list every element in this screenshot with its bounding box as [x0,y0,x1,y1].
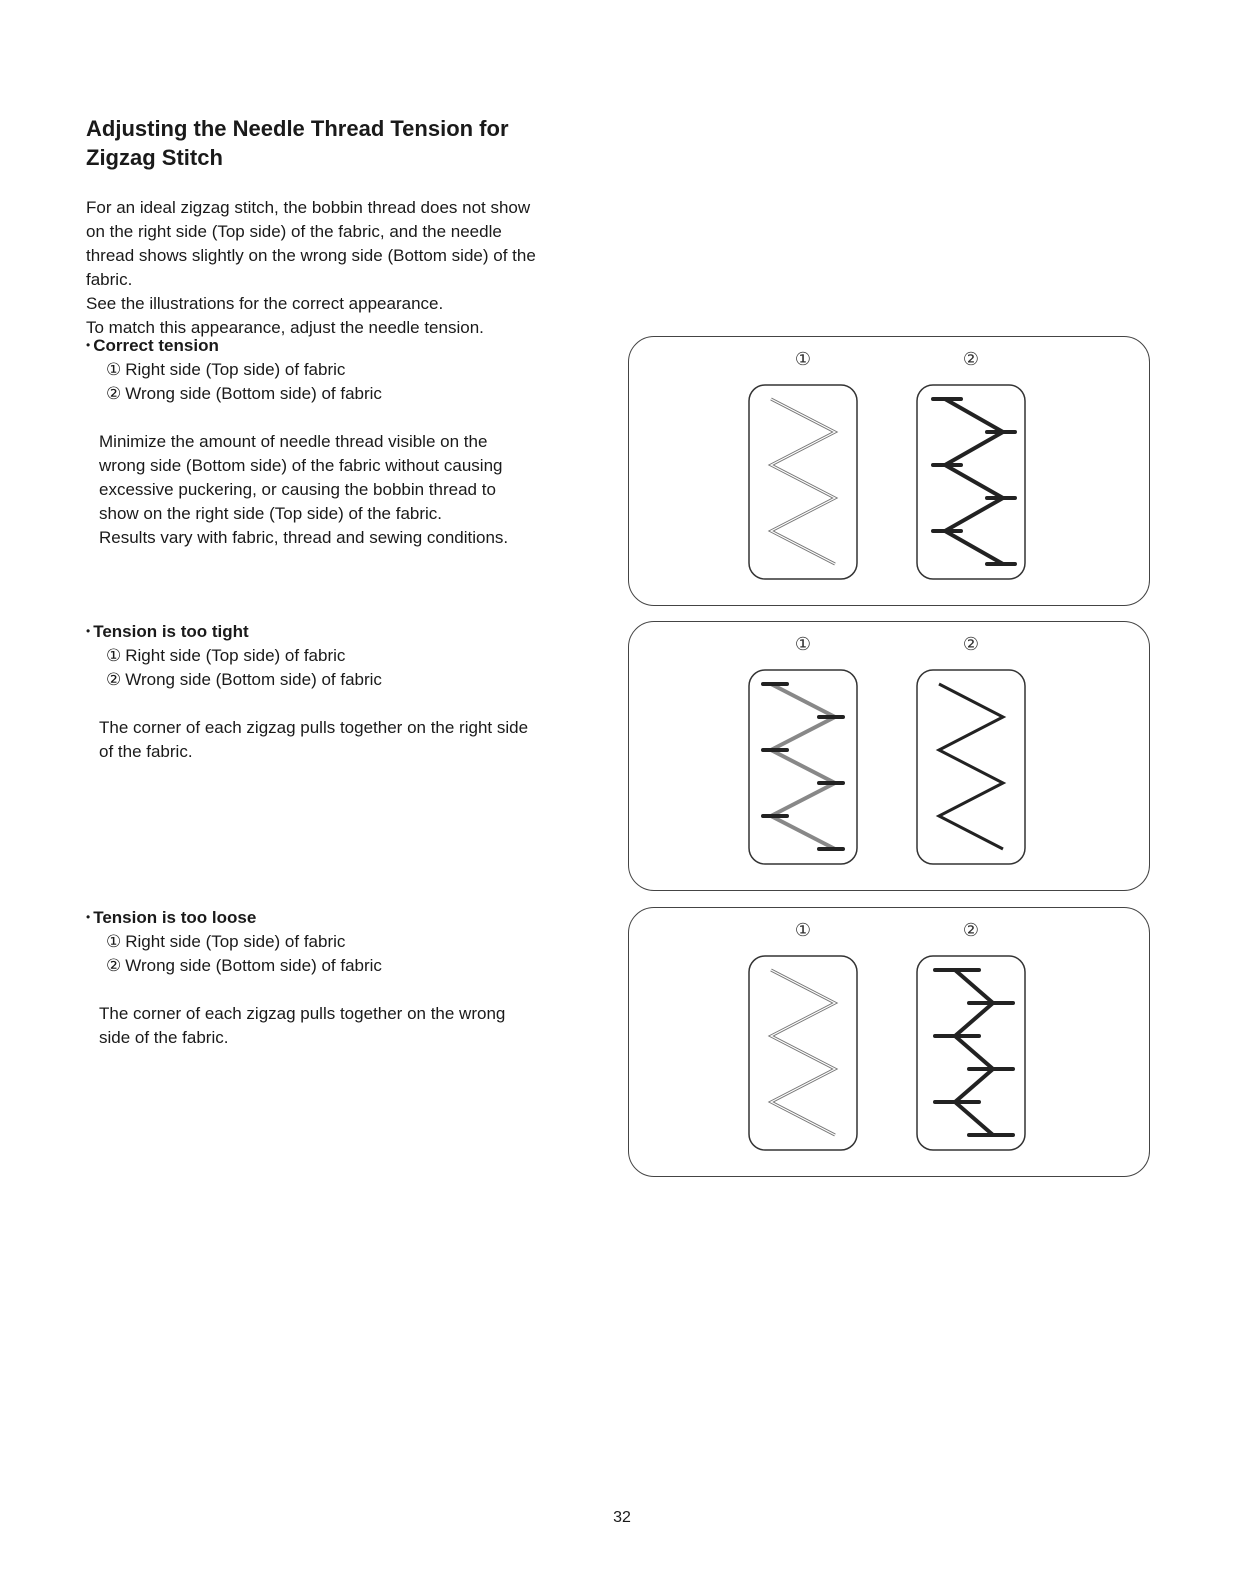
section-tension-too-tight [86,619,616,764]
section-heading [86,619,616,644]
item-number: ② [106,670,122,689]
desc-line: of the fabric. [99,742,193,761]
bullet: • [86,624,91,638]
desc-line: excessive puckering, or causing the bobbin thread to [99,480,496,499]
item-number: ① [106,360,122,379]
list-item [106,358,616,382]
desc-line: Minimize the amount of needle thread visible on the [99,432,488,451]
title-line-2: Zigzag Stitch [86,145,223,170]
zigzag-illustration [629,622,1149,890]
intro-line: fabric. [86,270,133,289]
item-text: Wrong side (Bottom side) of fabric [125,956,382,975]
bullet: • [86,338,91,352]
section-description [99,716,616,764]
item-number: ② [106,956,122,975]
item-text: Right side (Top side) of fabric [125,360,346,379]
figure-label-wrong-side: ② [962,634,980,655]
heading-text: Tension is too loose [93,908,257,927]
heading-text: Correct tension [93,336,219,355]
figure-label-right-side: ① [794,634,812,655]
zigzag-illustration [629,337,1149,605]
figure-label-wrong-side: ② [962,349,980,370]
desc-line: wrong side (Bottom side) of the fabric without causing [99,456,503,475]
item-number: ② [106,384,122,403]
item-text: Right side (Top side) of fabric [125,646,346,665]
item-text: Right side (Top side) of fabric [125,932,346,951]
figure-label-wrong-side: ② [962,920,980,941]
section-description [99,1002,616,1050]
desc-line: The corner of each zigzag pulls together on the wrong [99,1004,506,1023]
item-text: Wrong side (Bottom side) of fabric [125,384,382,403]
figure-tension-too-tight [628,621,1150,891]
title-line-1: Adjusting the Needle Thread Tension for [86,116,509,141]
desc-line: The corner of each zigzag pulls together on the right side [99,718,529,737]
intro-line: To match this appearance, adjust the needle tension. [86,318,484,337]
zigzag-illustration [629,908,1149,1176]
intro-line: on the right side (Top side) of the fabric, and the needle [86,222,502,241]
section-heading [86,905,616,930]
page-title [86,114,646,172]
page-number: 32 [613,1509,631,1526]
section-tension-too-loose [86,905,616,1050]
item-number: ① [106,932,122,951]
list-item [106,954,616,978]
list-item [106,382,616,406]
figure-correct-tension [628,336,1150,606]
list-item [106,930,616,954]
section-correct-tension [86,333,616,550]
item-text: Wrong side (Bottom side) of fabric [125,670,382,689]
bullet: • [86,910,91,924]
list-item [106,644,616,668]
section-heading [86,333,616,358]
desc-line: side of the fabric. [99,1028,229,1047]
intro-paragraph [86,196,626,340]
figure-label-right-side: ① [794,349,812,370]
desc-line: show on the right side (Top side) of the fabric. [99,504,443,523]
intro-line: See the illustrations for the correct appearance. [86,294,444,313]
list-item [106,668,616,692]
figure-tension-too-loose [628,907,1150,1177]
heading-text: Tension is too tight [93,622,249,641]
figure-label-right-side: ① [794,920,812,941]
desc-line: Results vary with fabric, thread and sewing conditions. [99,528,509,547]
item-number: ① [106,646,122,665]
intro-line: For an ideal zigzag stitch, the bobbin thread does not show [86,198,531,217]
intro-line: thread shows slightly on the wrong side (Bottom side) of the [86,246,536,265]
section-description [99,430,616,550]
